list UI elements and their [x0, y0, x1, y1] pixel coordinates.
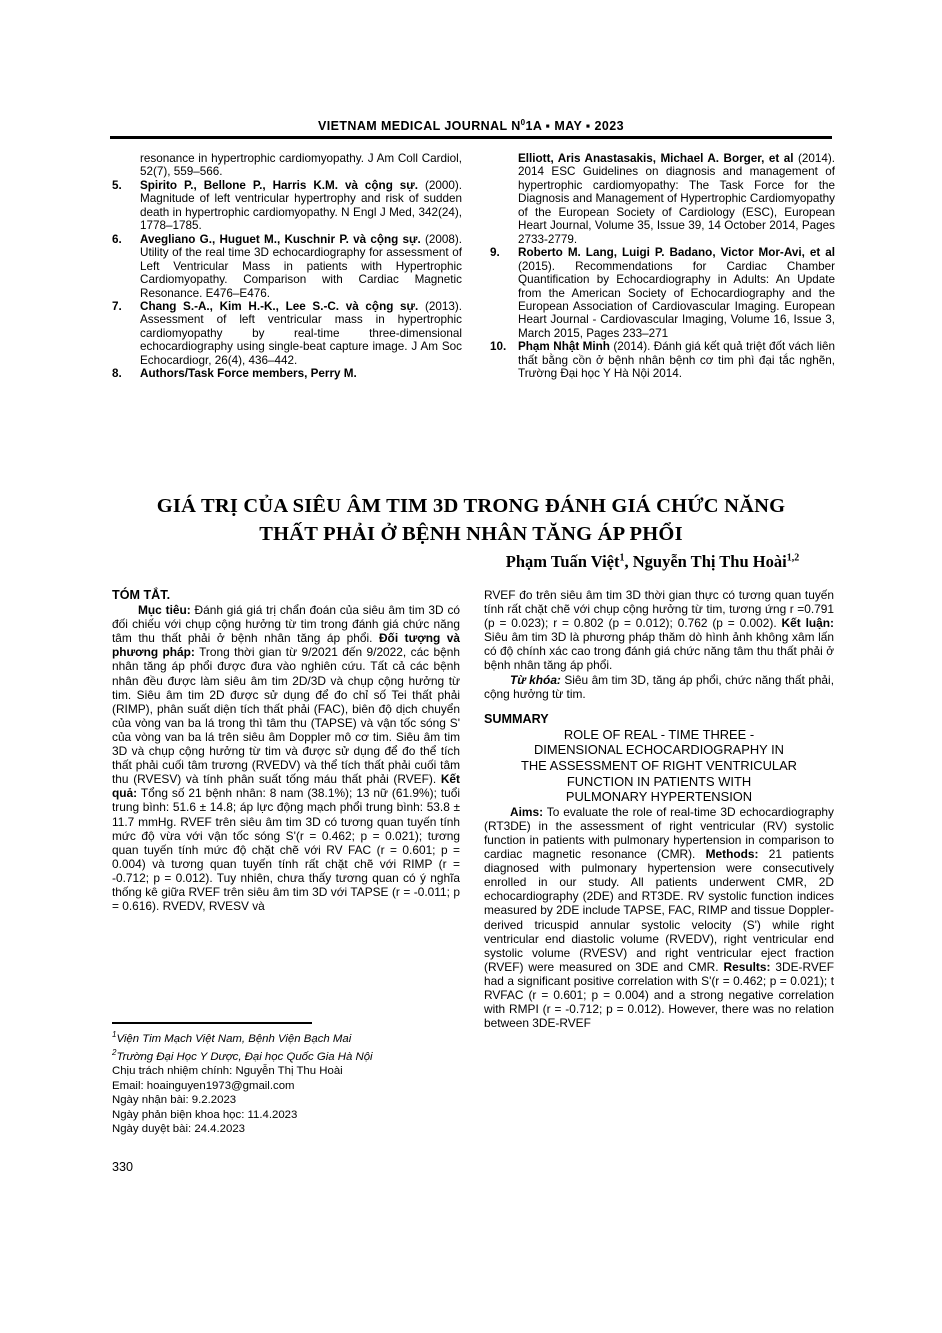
reference-item — [112, 300, 462, 367]
author-affiliation-marker-2: 1,2 — [786, 552, 800, 564]
label-results-en: Results: — [723, 959, 771, 974]
label-objective: Mục tiêu: — [138, 603, 191, 618]
references-column-right — [490, 152, 835, 381]
reference-authors: Phạm Nhật Minh — [518, 340, 610, 354]
abstract-english-body — [484, 805, 834, 1031]
reference-authors: Authors/Task Force members, Perry M. — [140, 367, 357, 381]
article-title-line-2: THẤT PHẢI Ở BỆNH NHÂN TĂNG ÁP PHỔI — [259, 523, 683, 545]
summary-heading: SUMMARY — [484, 711, 549, 726]
received-date: Ngày nhận bài: 9.2.2023 — [112, 1094, 237, 1107]
running-head-superscript: 0 — [520, 118, 526, 127]
running-head — [110, 118, 832, 133]
label-keywords: Từ khóa: — [510, 672, 561, 687]
abstract-vietnamese-heading-suffix: . — [166, 588, 171, 602]
label-conclusion-vi: Kết luận: — [781, 616, 834, 631]
reference-continued-body: (2014). 2014 ESC Guidelines on diagnosis and management of hypertrophic cardiomyopathy: The Task Force for the Diagnosis and Management of Hypertrophic Cardiomyopathy of the European Society of Cardiology (ESC), European Heart Journal, Volume 35, Issue 39, 14 October 2014, Pages 2733-2779. — [518, 152, 835, 246]
reference-body: (2015). Recommendations for Cardiac Chamber Quantification by Echocardiography in Adults: An Update from the American Society of Echocardiography and the European Association of Cardiovascular Imaging. European Heart Journal - Cardiovascular Imaging, Volume 16, Issue 3, March 2015, Pages 233–271 — [518, 259, 835, 340]
reference-continued-authors: Elliott, Aris Anastasakis, Michael A. Borger, et al — [518, 152, 794, 165]
accepted-date: Ngày duyệt bài: 24.4.2023 — [112, 1123, 245, 1136]
reference-continued-text — [490, 152, 835, 246]
reference-number: 8. — [112, 367, 122, 381]
text-methods: 21 patients diagnosed with pulmonary hypertension were consecutively enrolled in our study. All patients underwent CMR, 2D echocardiography (2DE) and RT3DE. RV systolic function indices measured by 2DE include TAPSE, FAC, RIMP and tissue Doppler-derived tricuspid annular systolic velocity (S') while right ventricular end diastolic volume (RVEDV), right ventricular end systolic volume (RVESV) and right ventricular eject fraction (RVEF) were measured on 3DE and CMR. — [484, 847, 834, 974]
article-title-line-1: GIÁ TRỊ CỦA SIÊU ÂM TIM 3D TRONG ĐÁNH GIÁ CHỨC NĂNG — [156, 495, 786, 517]
reference-number: 6. — [112, 232, 122, 246]
corresponding-author: Chịu trách nhiệm chính: Nguyễn Thị Thu Hoài — [112, 1065, 343, 1078]
article-title — [110, 492, 832, 548]
corresponding-email: Email: hoainguyen1973@gmail.com — [112, 1079, 295, 1092]
text-objective: Đánh giá giá trị chẩn đoán của siêu âm tim 3D có đối chiếu với chụp cộng hưởng từ tim trong đánh giá chức năng tâm thu thất phải ở bệnh nhân tăng áp phổi. — [112, 603, 461, 646]
reference-authors: Chang S.-A., Kim H.-K., Lee S.-C. và cộng sự. — [140, 299, 419, 313]
reference-body: (2014). Đánh giá kết quả triệt đốt vách liên thất bằng cồn ở bệnh nhân bệnh cơ tim phì đại tắc nghẽn, Trường Đại học Y Hà Nội 2014. — [518, 340, 835, 381]
reference-authors: Roberto M. Lang, Luigi P. Badano, Victor Mor-Avi, et al — [518, 246, 835, 260]
author-separator: , — [624, 552, 633, 571]
summary-title-line-1: ROLE OF REAL - TIME THREE - — [563, 726, 755, 742]
reference-number: 9. — [490, 246, 500, 260]
article-authors — [470, 552, 835, 572]
reference-item — [490, 246, 835, 340]
text-results-continued: RVEF đo trên siêu âm tim 3D thời gian thực có tương quan tuyến tính rất chặt chẽ với chụp cộng hưởng từ tim, tương ứng r =0.791 (p = 0.023); r = 0.802 (p = 0.012); 0.762 (p = 0.002). — [484, 588, 834, 631]
text-subjects-methods: Trong thời gian từ 9/2021 đến 9/2022, các bệnh nhân tăng áp phổi được đưa vào nghiên cứu. Tất cả các bệnh nhân đều được làm siêu âm tim 2D/3D và chụp cộng hưởng từ tim. Siêu âm tim 2D được sử dụng để đo chỉ số Tei thất phải (RIMP), phân suất diện tích thất phải (FAC), biên độ dịch chuyển của vòng van ba lá trong thì tâm thu (TAPSE) và vận tốc sóng S' của vòng van ba lá trên siêu âm Doppler mô cơ tim. Siêu âm tim 3D và chụp cộng hưởng từ tim và được sử dụng để đo thể tích thất phải cuối tâm trương (RVEDV) và thể tích thất phải cuối tâm thu (RVESV) và tính phân suất tống máu thất phải (RVEF). — [112, 645, 460, 787]
label-results-vi: Kết quả: — [112, 772, 460, 801]
reference-number: 10. — [490, 340, 507, 354]
reference-body: (2008). Utility of the real time 3D echocardiography for assessment of Left Ventricular Mass in patients with Hypertrophic Cardiomyopathy. Comparison with Cardiac Magnetic Resonance. E476–E476. — [140, 232, 463, 300]
text-aims: To evaluate the role of real-time 3D echocardiography (RT3DE) in the assessment of right ventricular (RV) systolic function in patients with pulmonary hypertension in comparison to cardiac magnetic resonance (CMR). — [484, 804, 834, 862]
label-aims: Aims: — [510, 804, 544, 819]
label-subjects-methods: Đối tượng và phương pháp: — [112, 631, 460, 660]
affiliation-1 — [112, 1028, 462, 1046]
header-divider — [110, 136, 832, 139]
page-number: 330 — [112, 1160, 134, 1174]
footnote-block — [112, 1028, 462, 1136]
author-affiliation-marker-1: 1 — [619, 552, 625, 564]
affiliation-1-text: Viện Tim Mạch Việt Nam, Bệnh Viện Bạch Mai — [116, 1032, 352, 1045]
abstract-vietnamese-body — [112, 603, 460, 913]
reference-item — [112, 233, 462, 300]
summary-title-line-3: THE ASSESSMENT OF RIGHT VENTRICULAR — [520, 758, 797, 774]
reference-number: 7. — [112, 299, 122, 313]
affiliation-2-text: Trường Đại Học Y Dược, Đại học Quốc Gia Hà Nội — [116, 1051, 373, 1063]
author-name-2: Nguyễn Thị Thu Hoài — [632, 552, 787, 571]
running-head-prefix: VIETNAM MEDICAL JOURNAL N — [318, 119, 521, 134]
abstract-vietnamese-heading-text: TÓM TẮT — [112, 588, 167, 602]
reference-item — [490, 340, 835, 380]
reference-authors: Avegliano G., Huguet M., Kuschnir P. và cộng sự. — [140, 232, 421, 246]
abstract-vietnamese-continued — [484, 588, 834, 673]
summary-title — [484, 727, 834, 805]
abstract-english — [484, 588, 834, 1030]
reference-continued-text: resonance in hypertrophic cardiomyopathy. J Am Coll Cardiol, 52(7), 559–566. — [140, 152, 462, 179]
reference-number: 5. — [112, 178, 122, 192]
abstract-vietnamese — [112, 588, 460, 913]
reference-body: (2013). Assessment of left ventricular mass in hypertrophic cardiomyopathy by real-time three-dimensional echocardiography using single-beat capture image. J Am Soc Echocardiogr, 26(4), 436–442. — [140, 299, 462, 367]
reference-body: (2000). Magnitude of left ventricular hypertrophy and risk of sudden death in hypertrophic cardiomyopathy. N Engl J Med, 342(24), 1778–1785. — [140, 178, 462, 233]
author-name-1: Phạm Tuấn Việt — [505, 552, 620, 571]
affiliation-2 — [112, 1046, 462, 1064]
label-methods: Methods: — [705, 847, 759, 862]
text-keywords: Siêu âm tim 3D, tăng áp phổi, chức năng thất phải, cộng hưởng từ tim. — [484, 672, 834, 701]
review-date: Ngày phản biện khoa học: 11.4.2023 — [112, 1108, 298, 1121]
running-head-suffix: 1A ▪ MAY ▪ 2023 — [525, 119, 624, 134]
summary-title-line-2: DIMENSIONAL ECHOCARDIOGRAPHY IN — [534, 742, 784, 758]
keywords-vietnamese — [484, 673, 834, 701]
affiliation-marker-1: 1 — [112, 1030, 117, 1039]
affiliation-marker-2: 2 — [112, 1048, 117, 1058]
text-results-vi: Tổng số 21 bệnh nhân: 8 nam (38.1%); 13 nữ (61.9%); tuổi trung bình: 51.6 ± 14.8; áp lực động mạch phổi trung bình: 53.8 ± 11.7 mmHg. RVEF trên siêu âm tim 3D có tương quan tuyến tính mức độ vừa với vận tốc sóng S'(r = 0.462; p = 0.021); tương quan tuyến tính mức độ chặt chẽ với RV FAC (r = 0.601; p = 0.004) và tương quan tuyến tính rất chặt chẽ với RIMP (r = -0.712; p = 0.012). Tuy nhiên, chưa thấy tương quan có ý nghĩa thống kê giữa RVEF trên siêu âm tim 3D với TAPSE (r = -0.011; p = 0.616). RVEDV, RVESV và — [112, 786, 460, 914]
reference-item — [112, 367, 462, 380]
text-conclusion-vi: Siêu âm tim 3D là phương pháp thăm dò hình ảnh không xâm lấn có độ chính xác cao trong đánh giá chức năng tâm thu thất phải ở bệnh nhân tăng áp phổi. — [484, 630, 834, 673]
references-column-left — [112, 152, 462, 381]
reference-authors: Spirito P., Bellone P., Harris K.M. và cộng sự. — [140, 178, 418, 192]
reference-item — [112, 179, 462, 233]
spacer — [484, 701, 834, 712]
footnote-divider — [112, 1022, 312, 1024]
summary-title-line-5: PULMONARY HYPERTENSION — [565, 789, 753, 805]
summary-title-line-4: FUNCTION IN PATIENTS WITH — [566, 773, 752, 789]
abstract-vietnamese-heading — [112, 588, 460, 602]
text-results-en: 3DE-RVEF had a significant positive correlation with S'(r = 0.462; p = 0.021); t RVFAC (r = 0.601; p = 0.004) and a strong negative correlation with RMPI (r = -0.712; p = 0.012). However, there was no relation between 3DE-RVEF — [484, 959, 834, 1031]
